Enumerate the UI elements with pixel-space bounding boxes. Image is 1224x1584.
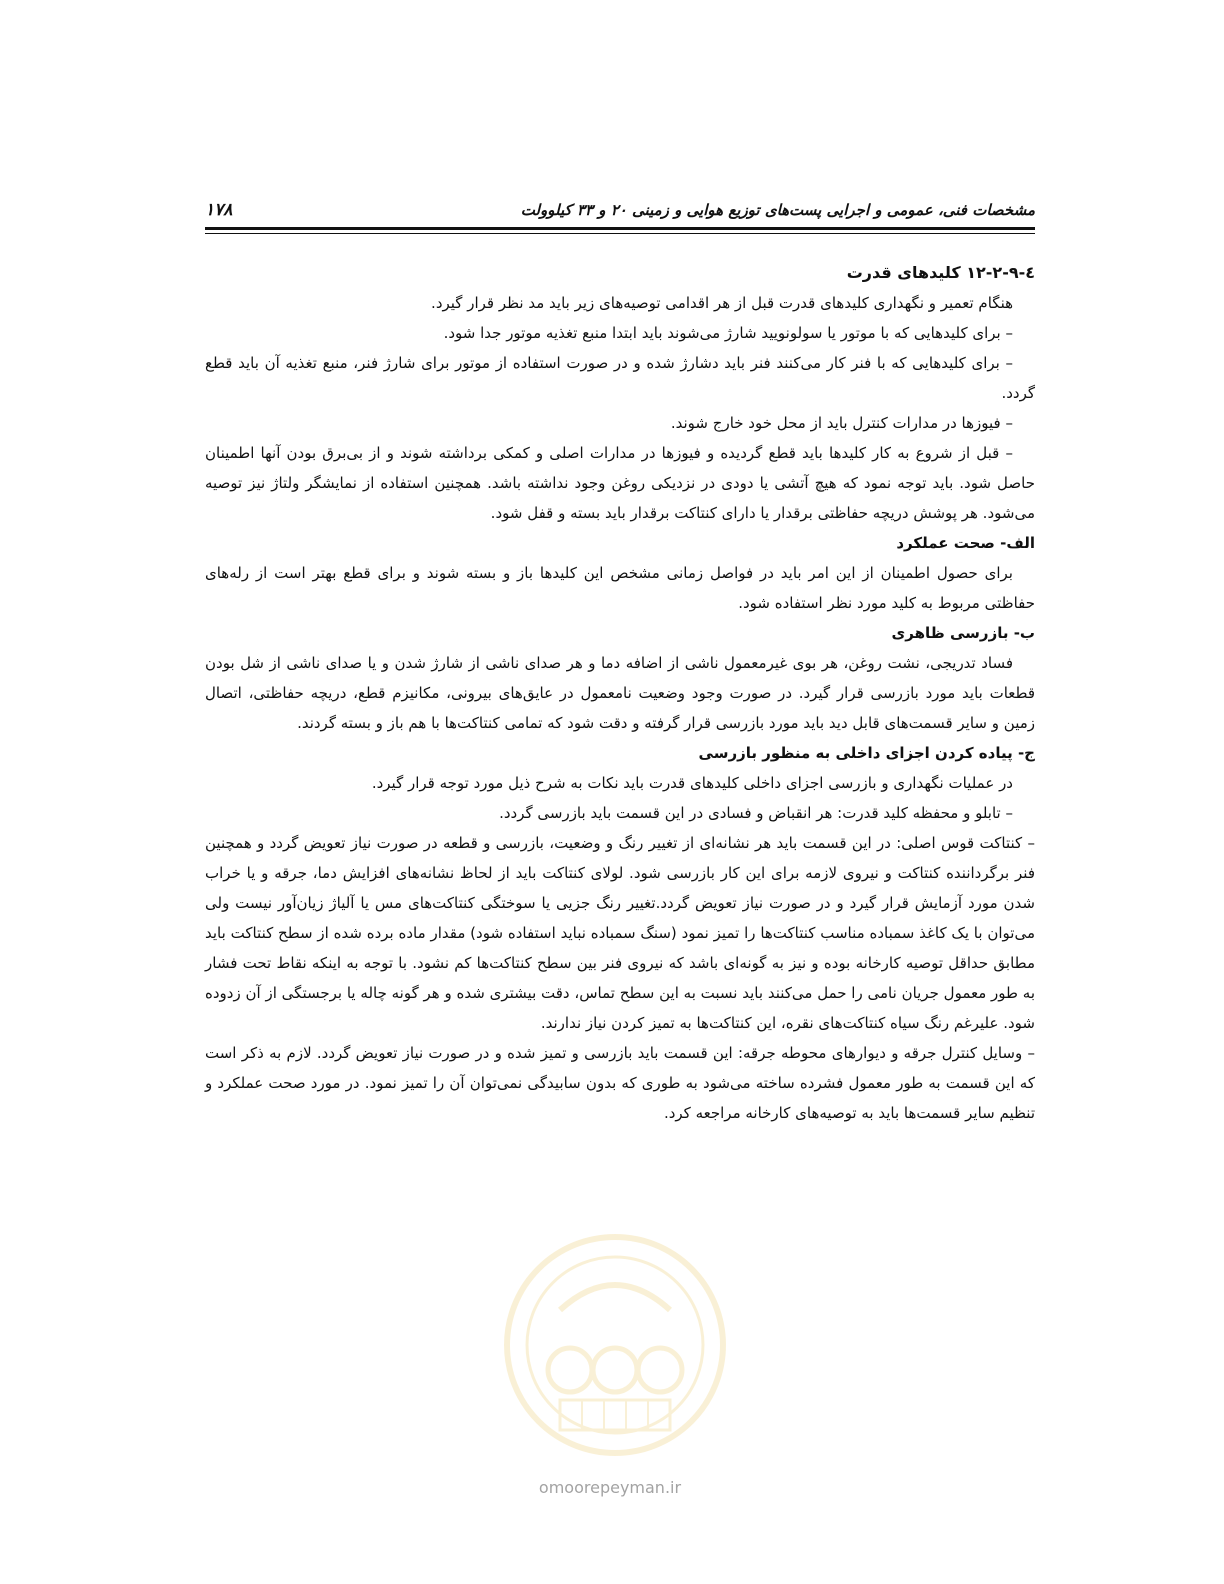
list-item: – کنتاکت قوس اصلی: در این قسمت باید هر نشانه‌ای از تغییر رنگ و وضعیت، بازرسی و قطعه در صورت نیاز تعویض گردد و همچنین فنر برگرداننده کنتاکت و نیروی لازمه برای این کار بازرسی شود. لولای کنتاکت باید از لحاظ نشانه‌های افزایش دما، جرقه و یا خراب شدن مورد آزمایش قرار گیرد و در صورت نیاز تعویض گردد.تغییر رنگ جزیی یا سوختگی کنتاکت‌های مس یا آلیاژ زیان‌آور نیست ولی می‌توان با یک کاغذ سمباده مناسب کنتاکت‌ها را تمیز نمود (سنگ سمباده نباید استفاده شود) مقدار ماده برده شده از سطح کنتاکت باید مطابق حداقل توصیه کارخانه بوده و نیز به گونه‌ای باشد که نیروی فنر بین سطح کنتاکت‌ها کم نشود. با توجه به اینکه نقاط تحت فشار به طور معمول جریان نامی را حمل می‌کنند باید نسبت به این سطح تماس، دقت بیشتری شده و هر گونه چاله یا برجستگی از آن زدوده شود. علیرغم رنگ سیاه کنتاکت‌های نقره، این کنتاکت‌ها به تمیز کردن نیاز ندارند. — [205, 834, 1035, 1032]
list-item: – تابلو و محفظه کلید قدرت: هر انقباض و فسادی در این قسمت باید بازرسی گردد. — [499, 804, 1013, 822]
subsection-c-intro: در عملیات نگهداری و بازرسی اجزای داخلی کلیدهای قدرت باید نکات به شرح ذیل مورد توجه قرار گیرد. — [371, 774, 1013, 792]
section-intro: هنگام تعمیر و نگهداری کلیدهای قدرت قبل از هر اقدامی توصیه‌های زیر باید مد نظر قرار گیرد. — [431, 294, 1013, 312]
subsection-a-text: برای حصول اطمینان از این امر باید در فواصل زمانی مشخص این کلیدها باز و بسته شوند و برای قطع بهتر است از رله‌های حفاظتی مربوط به کلید مورد نظر استفاده شود. — [205, 564, 1035, 612]
subsection-a-heading: الف- صحت عملکرد — [896, 534, 1035, 552]
header-rule-thick — [205, 227, 1035, 230]
list-item: – وسایل کنترل جرقه و دیوارهای محوطه جرقه: این قسمت باید بازرسی و تمیز شده و در صورت نیاز تعویض گردد. لازم به ذکر است که این قسمت به طور معمول فشرده ساخته می‌شود به طوری که بدون سابیدگی نمی‌توان آن را تمیز نمود. در مورد صحت عملکرد و تنظیم سایر قسمت‌ها باید به توصیه‌های کارخانه مراجعه کرد. — [205, 1044, 1035, 1122]
list-item: – برای کلیدهایی که با موتور یا سولونویید شارژ می‌شوند باید ابتدا منبع تغذیه موتور جدا شود. — [443, 324, 1013, 342]
subsection-b-text: فساد تدریجی، نشت روغن، هر بوی غیرمعمول ناشی از اضافه دما و هر صدای ناشی از شارژ شدن و یا صدای ناشی از شل بودن قطعات باید مورد بازرسی قرار گیرد. در صورت وجود وضعیت نامعمول در عایق‌های بیرونی، مکانیزم قطع، دریچه حفاظتی، اتصال زمین و سایر قسمت‌های قابل دید باید مورد بازرسی قرار گرفته و دقت شود که تمامی کنتاکت‌ها با هم باز و بسته گردند. — [205, 654, 1035, 732]
page-body — [205, 258, 1035, 1128]
watermark-text: omoorepeyman.ir — [538, 1478, 682, 1497]
subsection-b-heading: ب- بازرسی ظاهری — [891, 624, 1035, 642]
list-item: – قبل از شروع به کار کلیدها باید قطع گردیده و فیوزها در مدارات اصلی و کمکی برداشته شوند و از بی‌برق بودن آنها اطمینان حاصل شود. باید توجه نمود که هیچ آتشی یا دودی در نزدیکی روغن وجود نداشته باشد. همچنین استفاده از نمایشگر ولتاژ نیز توصیه می‌شود. هر پوشش دریچه حفاظتی برقدار یا دارای کنتاکت برقدار باید بسته و قفل شود. — [205, 444, 1035, 522]
subsection-c-heading: ج- پیاده کردن اجزای داخلی به منظور بازرسی — [698, 744, 1035, 762]
page-header — [205, 196, 1035, 224]
header-title: مشخصات فنی، عمومی و اجرایی پست‌های توزیع هوایی و زمینی ۲۰ و ۳۳ کیلوولت — [520, 201, 1035, 219]
list-item: – فیوزها در مدارات کنترل باید از محل خود خارج شوند. — [670, 414, 1013, 432]
page-number: ۱۷۸ — [205, 200, 233, 220]
header-rule-thin — [205, 233, 1035, 234]
watermark-seal-icon — [500, 1230, 730, 1460]
list-item: – برای کلیدهایی که با فنر کار می‌کنند فنر باید دشارژ شده و در صورت استفاده از موتور برای شارژ فنر، منبع تغذیه آن باید قطع گردد. — [205, 354, 1035, 402]
section-heading: ٤-٩-٢-١٢ کلیدهای قدرت — [846, 263, 1035, 282]
